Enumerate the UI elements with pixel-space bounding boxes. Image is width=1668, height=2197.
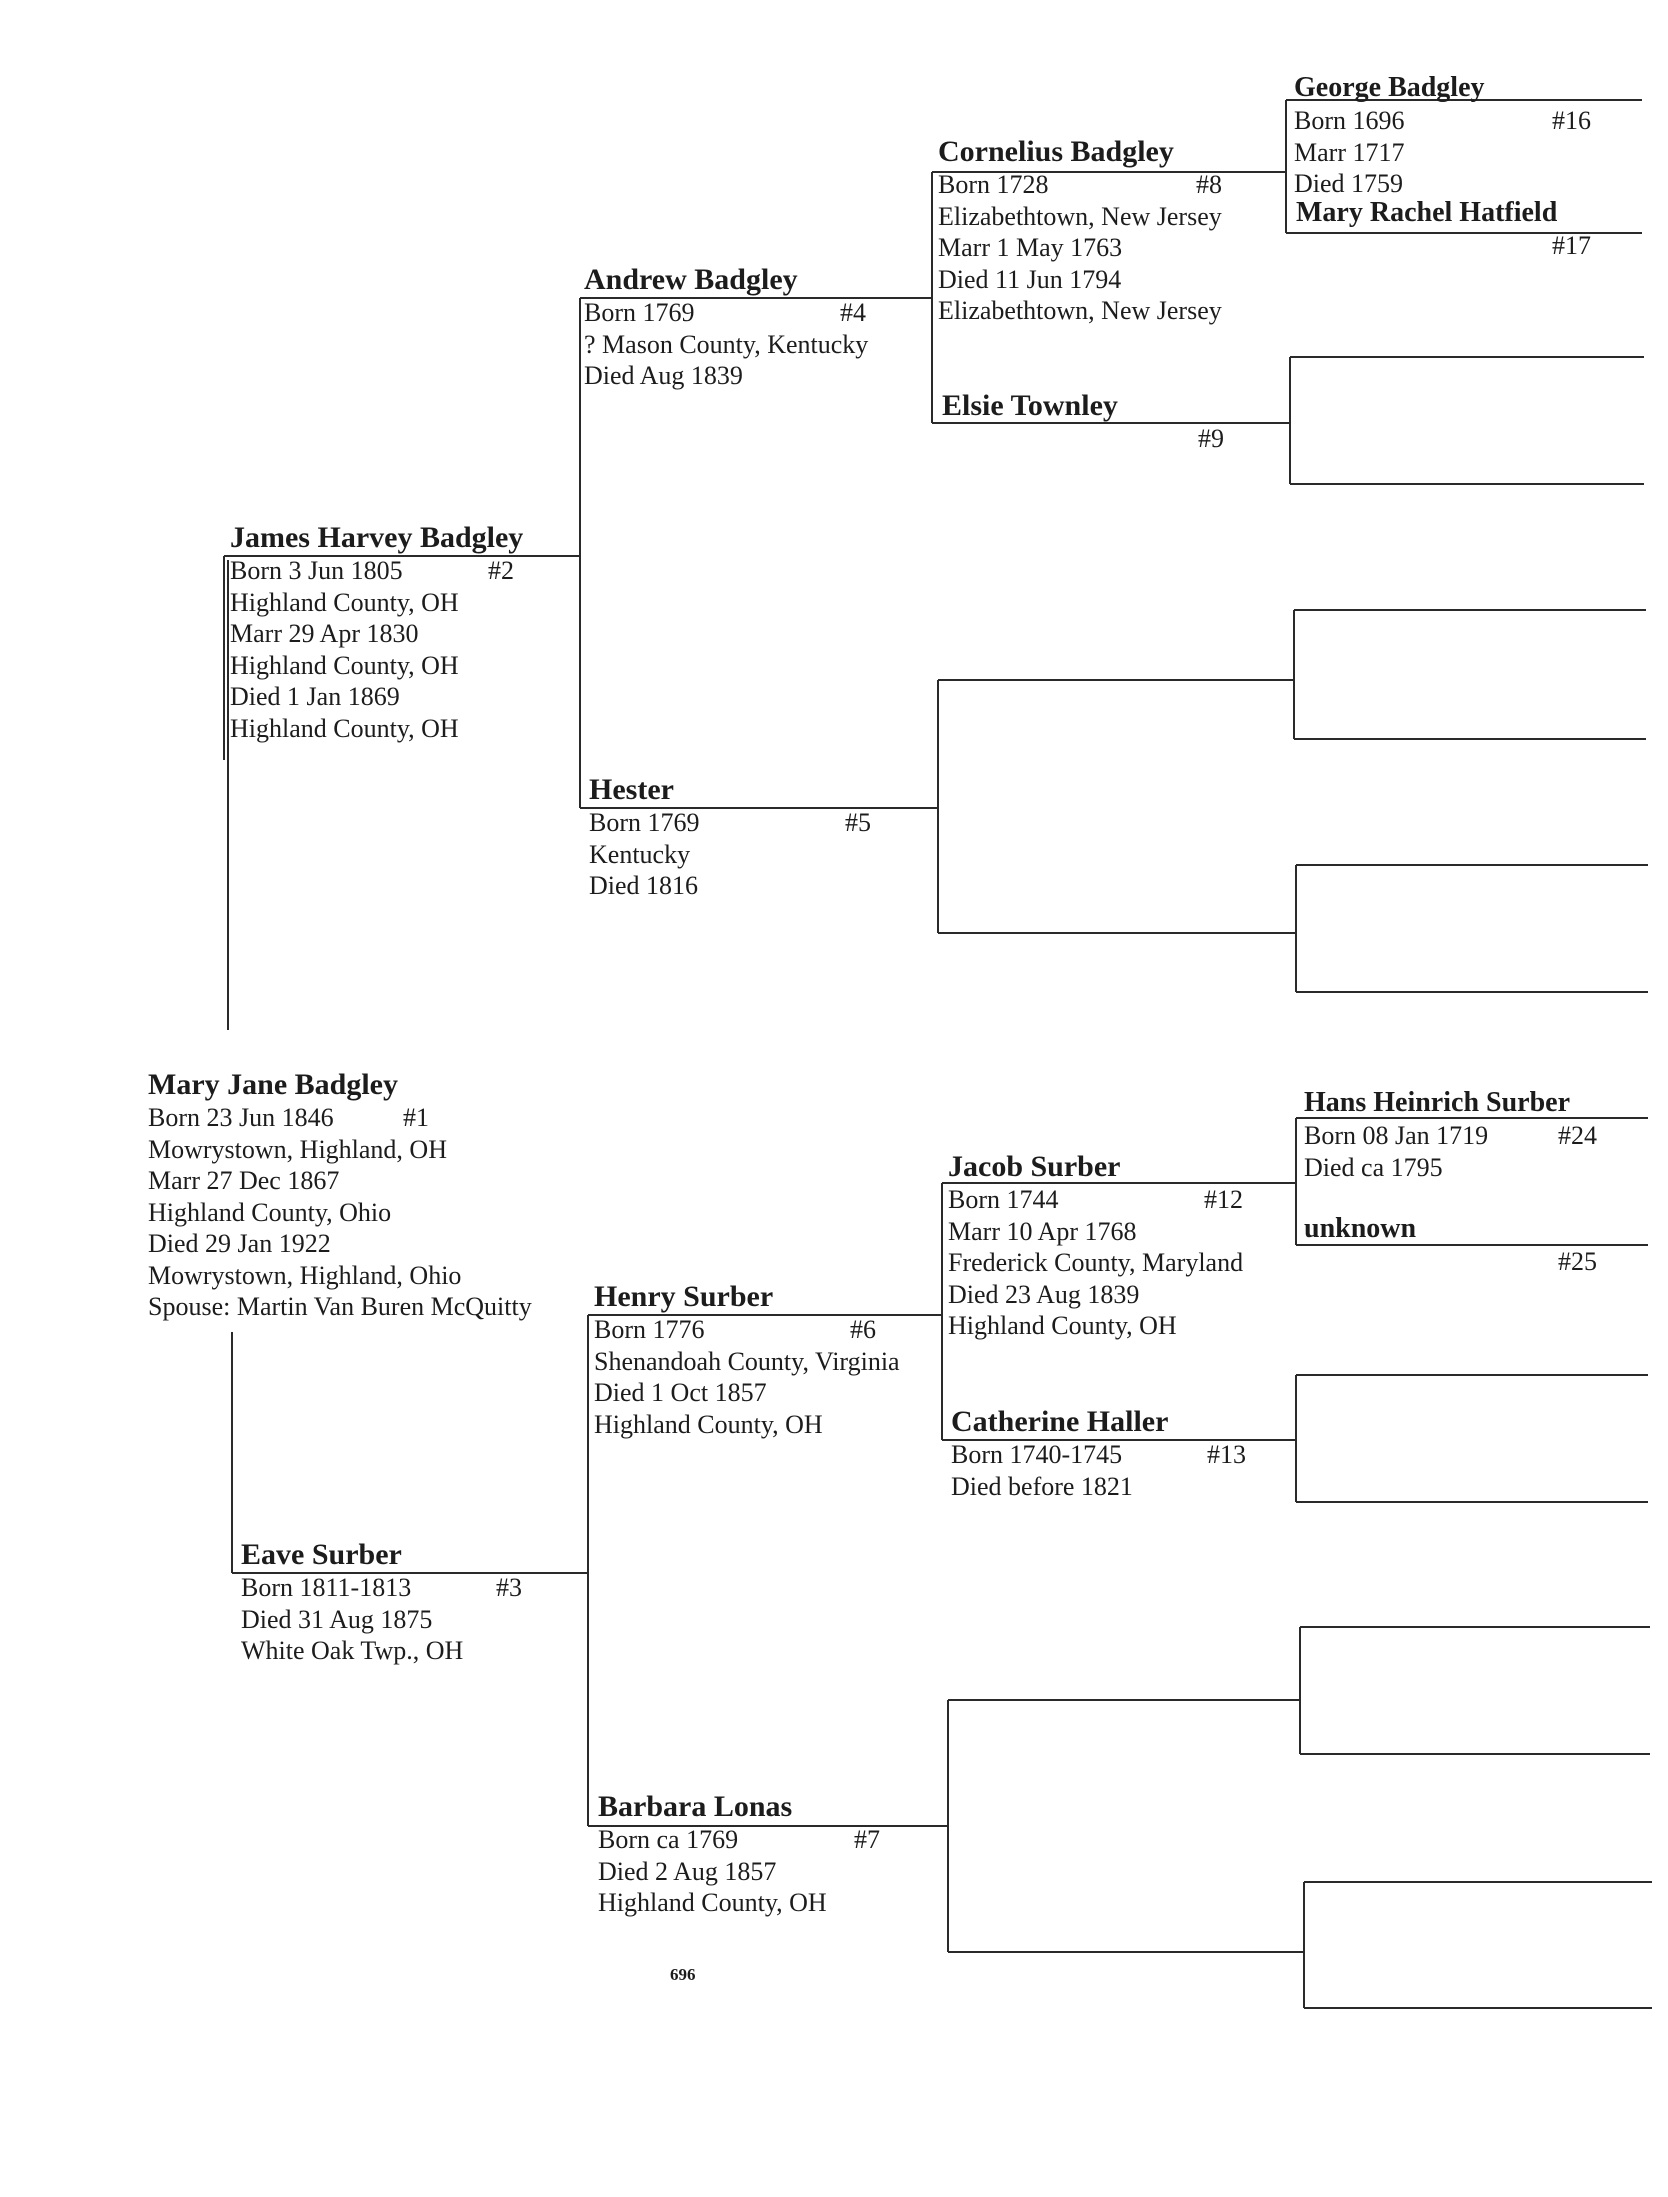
detail-line: Born 1811-1813 #3 [241, 1573, 522, 1602]
detail-line: Elizabethtown, New Jersey [938, 201, 1222, 231]
ahnentafel-number: #1 [403, 1103, 429, 1132]
person-details [942, 423, 1287, 455]
person-25 [1304, 1212, 1649, 1278]
ahnentafel-number: #9 [1198, 424, 1224, 453]
person-name: George Badgley [1294, 72, 1485, 103]
person-details [1304, 1120, 1649, 1183]
detail-line: Born 1740-1745 #13 [951, 1440, 1246, 1469]
detail-line: Died 23 Aug 1839 [948, 1279, 1140, 1309]
person-details [1304, 1246, 1649, 1278]
detail-line [1304, 1246, 1649, 1278]
person-name: Hester [589, 773, 674, 806]
detail-line: Died 1 Jan 1869 [230, 682, 400, 711]
person-name: Barbara Lonas [598, 1790, 793, 1823]
person-name: Elsie Townley [942, 389, 1118, 422]
detail-line: White Oak Twp., OH [241, 1636, 464, 1665]
person-details [230, 555, 580, 744]
detail-line: Marr 27 Dec 1867 [148, 1166, 340, 1195]
ahnentafel-number: #12 [1204, 1185, 1243, 1214]
detail-line: Died 1 Oct 1857 [594, 1378, 767, 1407]
ahnentafel-number: #2 [488, 556, 514, 585]
detail-line: Born ca 1769 #7 [598, 1825, 880, 1854]
detail-line: Born 1728 #8 [938, 170, 1222, 199]
detail-line: Born 1696 #16 [1294, 106, 1591, 135]
person-name: Mary Jane Badgley [148, 1068, 398, 1101]
detail-line: Born 1776 #6 [594, 1315, 876, 1344]
person-name: Catherine Haller [951, 1405, 1169, 1438]
detail-line: Highland County, OH [598, 1888, 827, 1917]
ahnentafel-number: #7 [854, 1825, 880, 1854]
detail-line: Highland County, OH [594, 1409, 823, 1439]
detail-line: ? Mason County, Kentucky [584, 329, 869, 359]
detail-line: Marr 10 Apr 1768 [948, 1216, 1137, 1246]
person-name: Hans Heinrich Surber [1304, 1087, 1571, 1118]
detail-line: Marr 29 Apr 1830 [230, 619, 419, 648]
person-name: Jacob Surber [948, 1150, 1121, 1183]
detail-line: Died before 1821 [951, 1471, 1133, 1501]
detail-line: Highland County, Ohio [148, 1197, 392, 1227]
detail-line: Highland County, OH [948, 1311, 1177, 1340]
detail-line: Born 1744 #12 [948, 1185, 1243, 1214]
person-16 [1294, 71, 1639, 200]
person-12 [948, 1150, 1293, 1342]
detail-line: Spouse: Martin Van Buren McQuitty [148, 1292, 532, 1321]
person-details [584, 297, 929, 392]
person-3 [241, 1538, 581, 1667]
person-details [594, 1314, 939, 1440]
ahnentafel-number: #13 [1207, 1440, 1246, 1469]
detail-line: Elizabethtown, New Jersey [938, 296, 1222, 325]
detail-line [1296, 230, 1641, 262]
person-6 [594, 1280, 939, 1440]
detail-line: Born 1769 #4 [584, 298, 866, 327]
ahnentafel-number: #8 [1196, 170, 1222, 199]
detail-line: Frederick County, Maryland [948, 1248, 1244, 1277]
person-24 [1304, 1086, 1649, 1183]
person-details [938, 169, 1283, 327]
person-details [951, 1439, 1296, 1502]
person-name: Henry Surber [594, 1280, 774, 1313]
detail-line: Died Aug 1839 [584, 361, 743, 390]
ahnentafel-number: #6 [850, 1315, 876, 1344]
person-17 [1296, 196, 1641, 262]
detail-line: Marr 1717 [1294, 137, 1405, 167]
person-name: Cornelius Badgley [938, 135, 1174, 168]
person-details [241, 1572, 581, 1667]
page-number: 696 [670, 1965, 696, 1984]
person-details [1294, 105, 1639, 200]
detail-line: Mowrystown, Highland, OH [148, 1134, 447, 1164]
detail-line: Died 29 Jan 1922 [148, 1229, 331, 1258]
detail-line: Born 1769 #5 [589, 808, 871, 837]
detail-line: Died 11 Jun 1794 [938, 264, 1122, 294]
ahnentafel-number: #16 [1552, 106, 1591, 135]
person-4 [584, 263, 929, 392]
person-5 [589, 773, 934, 902]
person-7 [598, 1790, 943, 1919]
detail-line: Highland County, OH [230, 713, 459, 743]
detail-line: Highland County, OH [230, 587, 459, 617]
detail-line: Born 23 Jun 1846 #1 [148, 1103, 429, 1132]
ahnentafel-number: #17 [1552, 231, 1591, 260]
person-9 [942, 389, 1287, 455]
person-details [589, 807, 934, 902]
detail-line [942, 423, 1287, 455]
ahnentafel-number: #24 [1558, 1121, 1597, 1150]
detail-line: Born 08 Jan 1719 #24 [1304, 1121, 1597, 1150]
detail-line: Died 31 Aug 1875 [241, 1604, 433, 1634]
detail-line: Born 3 Jun 1805 #2 [230, 556, 514, 585]
detail-line: Kentucky [589, 839, 691, 869]
person-details [1296, 230, 1641, 262]
person-2 [230, 521, 580, 744]
ahnentafel-number: #4 [840, 298, 866, 327]
detail-line: Mowrystown, Highland, Ohio [148, 1260, 462, 1290]
detail-line: Died 2 Aug 1857 [598, 1856, 777, 1886]
person-details [148, 1102, 588, 1323]
detail-line: Died 1816 [589, 871, 699, 900]
detail-line: Died ca 1795 [1304, 1152, 1443, 1182]
person-1 [148, 1068, 588, 1323]
person-details [948, 1184, 1293, 1342]
person-8 [938, 135, 1283, 327]
person-name: James Harvey Badgley [230, 521, 524, 554]
detail-line: Marr 1 May 1763 [938, 233, 1123, 262]
detail-line: Died 1759 [1294, 169, 1404, 198]
person-name: unknown [1304, 1213, 1417, 1244]
person-details [598, 1824, 943, 1919]
person-name: Andrew Badgley [584, 263, 798, 296]
person-13 [951, 1405, 1296, 1502]
ahnentafel-number: #25 [1558, 1247, 1597, 1276]
person-name: Mary Rachel Hatfield [1296, 197, 1558, 228]
detail-line: Highland County, OH [230, 650, 459, 680]
ahnentafel-number: #3 [496, 1573, 522, 1602]
ahnentafel-number: #5 [845, 808, 871, 837]
detail-line: Shenandoah County, Virginia [594, 1346, 900, 1376]
person-name: Eave Surber [241, 1538, 402, 1571]
